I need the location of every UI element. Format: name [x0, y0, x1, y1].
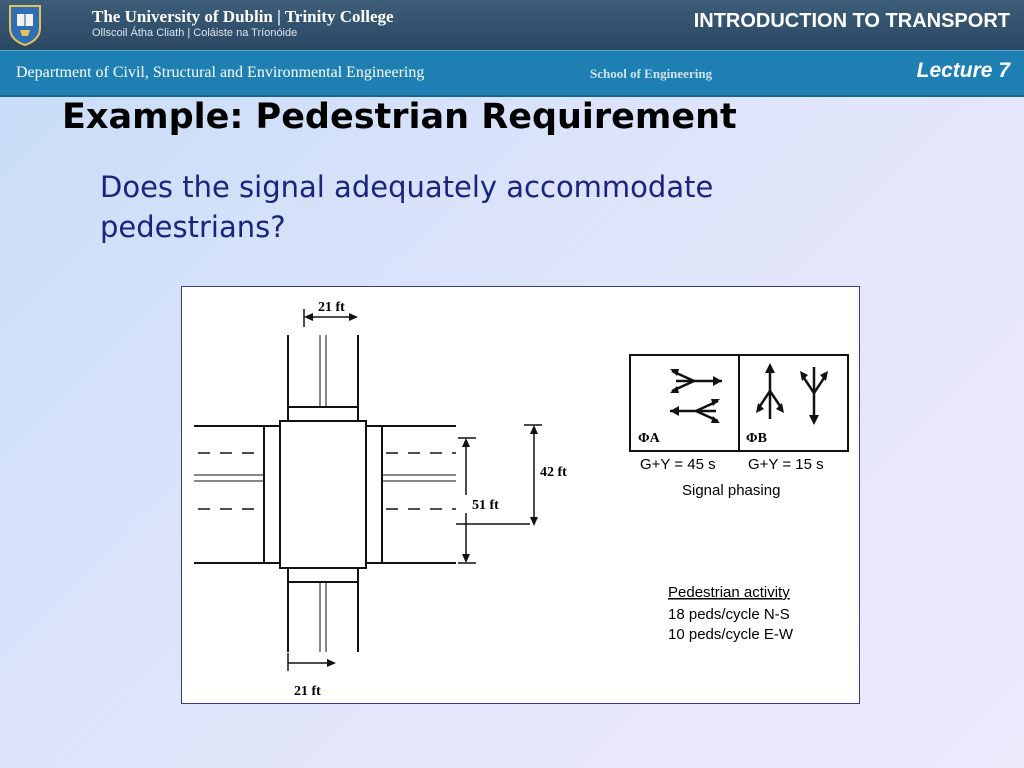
- top-banner: [0, 0, 1024, 50]
- university-name: The University of Dublin | Trinity College: [92, 7, 394, 26]
- dimension-top-width: 21 ft: [318, 300, 345, 315]
- dimension-bottom-width: 21 ft: [294, 684, 321, 699]
- department-banner: [0, 50, 1024, 97]
- phase-b-label: ΦB: [746, 431, 767, 446]
- pedestrian-activity-title: Pedestrian activity: [668, 584, 790, 601]
- pedestrian-count-ns: 18 peds/cycle N-S: [668, 606, 790, 623]
- slide-title: Example: Pedestrian Requirement: [62, 97, 737, 137]
- course-title: INTRODUCTION TO TRANSPORT: [693, 10, 1010, 32]
- university-name-irish: Ollscoil Átha Cliath | Coláiste na Tríonóide: [92, 27, 298, 39]
- signal-phasing-caption: Signal phasing: [682, 482, 781, 499]
- dimension-51ft: 51 ft: [472, 498, 499, 513]
- lecture-number: Lecture 7: [916, 59, 1010, 82]
- phase-a-time: G+Y = 45 s: [640, 456, 716, 473]
- dimension-42ft: 42 ft: [540, 465, 567, 480]
- phase-b-arrows-icon: [758, 367, 826, 421]
- intersection-figure: [181, 286, 860, 704]
- school-name: School of Engineering: [590, 66, 713, 81]
- intersection-diagram: [182, 287, 859, 703]
- signal-phasing-diagram: [630, 355, 848, 499]
- phase-a-label: ΦA: [638, 431, 660, 446]
- department-name: Department of Civil, Structural and Environmental Engineering: [16, 64, 425, 81]
- pedestrian-count-ew: 10 peds/cycle E-W: [668, 626, 794, 643]
- bullet-text: Does the signal adequately accommodate pedestrians?: [100, 170, 714, 244]
- phase-b-time: G+Y = 15 s: [748, 456, 824, 473]
- university-crest-icon: [8, 4, 42, 46]
